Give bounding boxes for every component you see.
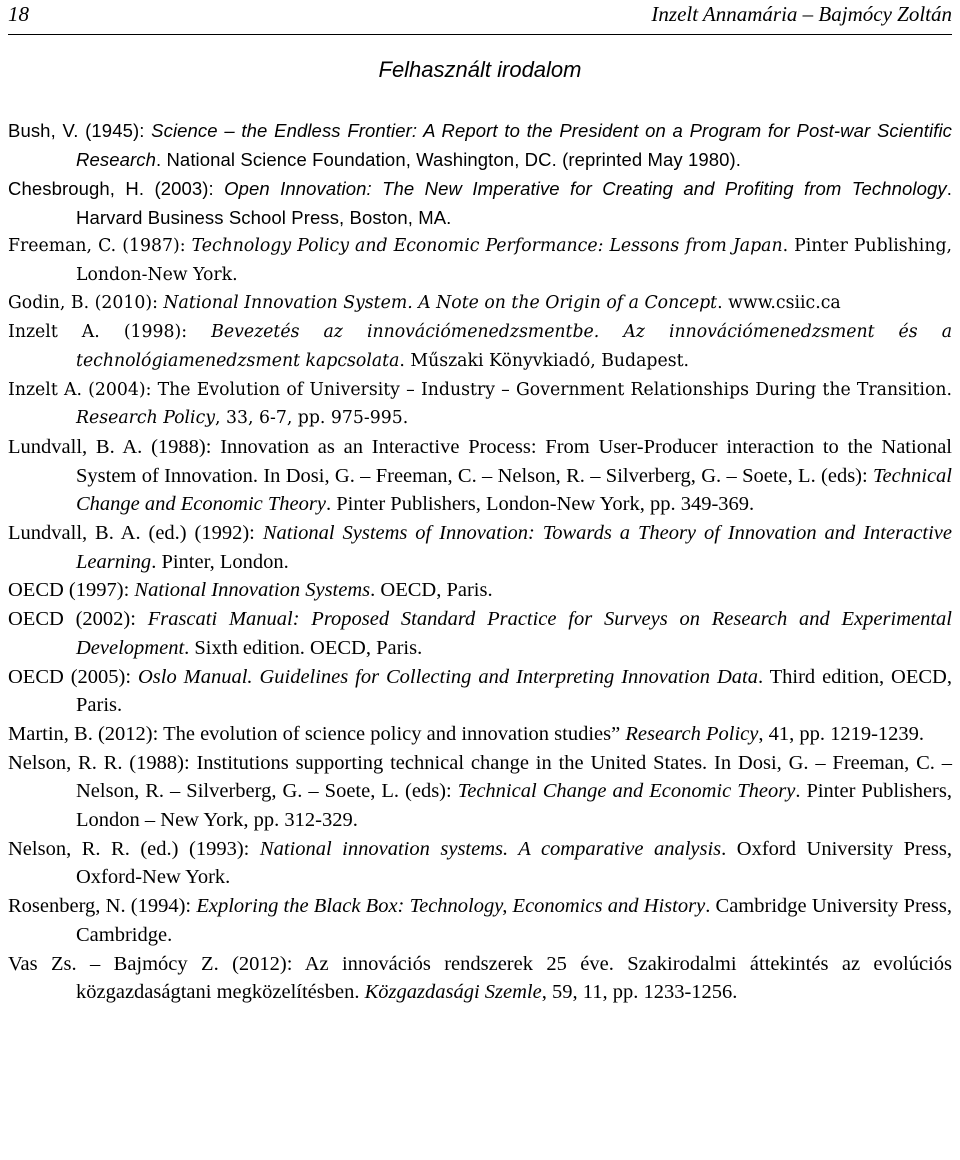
running-head: Inzelt Annamária – Bajmócy Zoltán bbox=[651, 2, 952, 26]
reference-title: Exploring the Black Box: Technology, Economics and History bbox=[196, 895, 706, 918]
page-number: 18 bbox=[8, 2, 29, 26]
header-rule bbox=[8, 34, 952, 35]
reference-title: Bevezetés az innovációmenedzsmentbe. Az innovációmenedzsment és a technológiamenedzsment kapcsolata bbox=[76, 322, 953, 371]
reference-item bbox=[8, 376, 952, 433]
reference-item bbox=[8, 720, 952, 749]
reference-item bbox=[8, 289, 952, 318]
reference-title: Közgazdasági Szemle bbox=[364, 981, 542, 1004]
reference-item bbox=[8, 576, 952, 605]
reference-text: OECD (2002): bbox=[8, 608, 148, 631]
reference-text: , 33, 6-7, pp. 975-995. bbox=[215, 408, 409, 429]
reference-item bbox=[8, 232, 952, 289]
reference-text: . Pinter Publishers, London-New York, pp. 349-369. bbox=[325, 493, 755, 516]
reference-text: . Cambridge University Press, Cambridge. bbox=[76, 895, 952, 946]
reference-text: Bush, V. (1945): bbox=[8, 120, 152, 141]
reference-title: Technical Change and Economic Theory bbox=[76, 464, 952, 516]
reference-list bbox=[8, 116, 952, 1007]
reference-text: Lundvall, B. A. (1988): Innovation as an Interactive Process: From User-Producer interaction to the National System of Innovation. In Dosi, G. – Freeman, C. – Nelson, R. – Silverberg, G. – Soete, L. (eds): bbox=[8, 435, 952, 487]
reference-item bbox=[8, 116, 952, 174]
reference-text: , 59, 11, pp. 1233-1256. bbox=[541, 981, 738, 1004]
reference-text: . Third edition, OECD, Paris. bbox=[76, 665, 952, 717]
reference-item bbox=[8, 433, 952, 519]
reference-text: Rosenberg, N. (1994): bbox=[8, 895, 197, 918]
reference-item bbox=[8, 605, 952, 662]
reference-item bbox=[8, 174, 952, 232]
reference-item bbox=[8, 950, 952, 1007]
reference-text: . Műszaki Könyvkiadó, Budapest. bbox=[399, 350, 690, 371]
reference-text: . National Science Foundation, Washington, DC. (reprinted May 1980). bbox=[155, 149, 742, 170]
reference-text: . Pinter Publishers, London – New York, pp. 312-329. bbox=[76, 780, 952, 832]
reference-text: . Oxford University Press, Oxford-New York. bbox=[76, 837, 953, 889]
reference-text: Vas Zs. – Bajmócy Z. (2012): Az innovációs rendszerek 25 éve. Szakirodalmi áttekintés az evolúciós közgazdaságtani megközelítésben. bbox=[8, 952, 952, 1004]
reference-text: OECD (2005): bbox=[8, 665, 138, 688]
reference-title: National Systems of Innovation: Towards a Theory of Innovation and Interactive Learning bbox=[76, 522, 953, 573]
reference-item bbox=[8, 835, 952, 892]
reference-text: Freeman, C. (1987): bbox=[8, 236, 192, 256]
reference-title: National innovation systems. A comparative analysis bbox=[259, 837, 722, 860]
reference-text: . www.csiic.ca bbox=[717, 293, 841, 314]
reference-text: Godin, B. (2010): bbox=[8, 293, 164, 314]
reference-text: . Pinter Publishing, London-New York. bbox=[76, 236, 952, 285]
reference-title: Science – the Endless Frontier: A Report to the President on a Program for Post-war Scientific Research bbox=[76, 120, 953, 170]
reference-text: Lundvall, B. A. (ed.) (1992): bbox=[8, 522, 263, 545]
reference-item bbox=[8, 519, 952, 576]
reference-item bbox=[8, 749, 952, 835]
reference-title: Technical Change and Economic Theory bbox=[457, 780, 796, 803]
reference-title: Research Policy bbox=[76, 408, 216, 429]
reference-text: OECD (1997): bbox=[8, 579, 135, 602]
reference-text: Inzelt A. (2004): The Evolution of University – Industry – Government Relationships During the Transition. bbox=[8, 379, 952, 400]
reference-title: National Innovation Systems bbox=[134, 579, 371, 602]
reference-text: Inzelt A. (1998): bbox=[8, 322, 212, 343]
reference-title: Research Policy bbox=[625, 722, 759, 745]
reference-title: Technology Policy and Economic Performance: Lessons from Japan bbox=[191, 236, 783, 256]
reference-text: Martin, B. (2012): The evolution of science policy and innovation studies” bbox=[8, 722, 626, 745]
reference-item bbox=[8, 892, 952, 949]
reference-title: Oslo Manual. Guidelines for Collecting and Interpreting Innovation Data bbox=[137, 665, 758, 688]
section-title: Felhasznált irodalom bbox=[378, 57, 582, 82]
reference-text: Nelson, R. R. (ed.) (1993): bbox=[8, 837, 260, 860]
page-header bbox=[8, 0, 952, 28]
reference-text: . OECD, Paris. bbox=[370, 579, 493, 602]
reference-text: . Sixth edition. OECD, Paris. bbox=[184, 636, 423, 659]
reference-title: Frascati Manual: Proposed Standard Practice for Surveys on Research and Experimental Development bbox=[76, 608, 952, 659]
reference-text: . Pinter, London. bbox=[151, 550, 289, 573]
reference-text: Nelson, R. R. (1988): Institutions supporting technical change in the United States. In Dosi, G. – Freeman, C. – Nelson, R. – Silverberg, G. – Soete, L. (eds): bbox=[8, 751, 952, 803]
reference-item bbox=[8, 663, 952, 720]
reference-title: Open Innovation: The New Imperative for Creating and Profiting from Technology bbox=[224, 178, 947, 199]
reference-text: , 41, pp. 1219-1239. bbox=[758, 722, 925, 745]
reference-title: National Innovation System. A Note on the Origin of a Concept bbox=[163, 293, 718, 314]
reference-text: Chesbrough, H. (2003): bbox=[8, 178, 225, 199]
reference-text: . Harvard Business School Press, Boston, MA. bbox=[76, 178, 952, 228]
reference-item bbox=[8, 318, 952, 375]
